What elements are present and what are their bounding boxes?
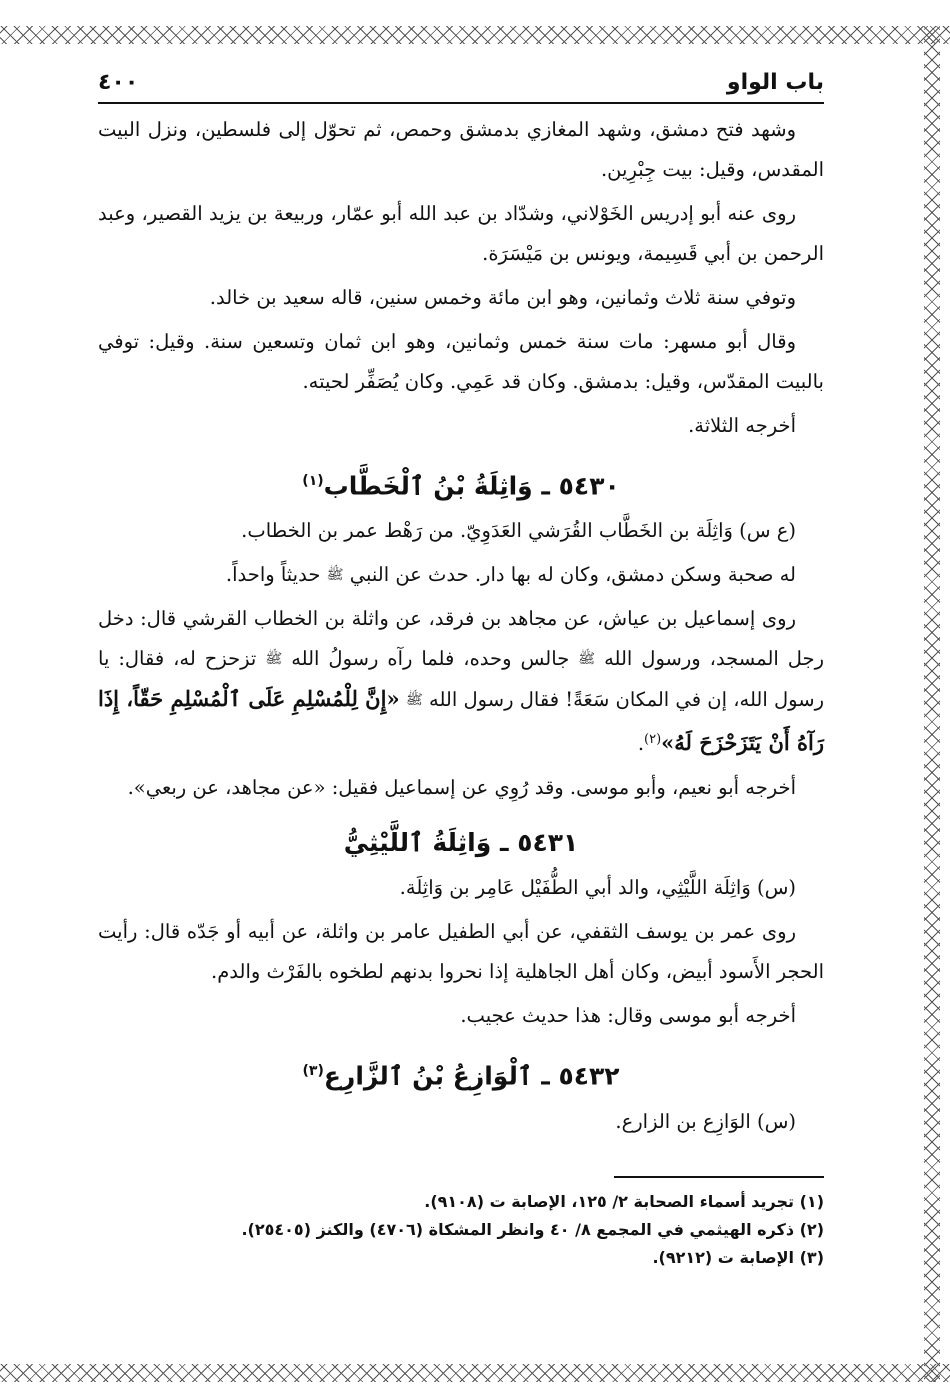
sallam-glyph: ﷺ	[326, 567, 344, 584]
entry-5432-title-text: ٥٤٣٢ ـ ٱلْوَازِعُ بْنُ ٱلزَّارِع	[323, 1061, 620, 1091]
page-number: ٤٠٠	[98, 69, 139, 95]
sallam-glyph: ﷺ	[265, 651, 283, 668]
entry-5431-title-text: ٥٤٣١ ـ وَاثِلَةُ ٱللَّيْثِيُّ	[343, 828, 579, 858]
entry-5430-footnote-mark: (١)	[302, 473, 324, 489]
footnote-3: (٣) الإصابة ت (٩٢١٢).	[652, 1247, 824, 1267]
entry-5431-paragraph-1: (س) وَاثِلَة اللَّيْثِي، والد أبي الطُّفَيْل عَامِر بن وَاثِلَة.	[399, 876, 796, 900]
entry-5430-paragraph-1: (ع س) وَاثِلَة بن الخَطَّاب القُرَشي العَدَوِيّ. من رَهْط عمر بن الخطاب.	[241, 519, 796, 543]
entry-5431-paragraph-2: روى عمر بن يوسف الثقفي، عن أبي الطفيل عامر بن واثلة، عن أبيه أو جَدّه قال: رأيت الحجر الأَسود أبيض، وكان أهل الجاهلية إذا نحروا بدنهم لطخوه بالفَرْث والدم.	[98, 920, 824, 984]
sallam-glyph: ﷺ	[578, 651, 596, 668]
footnote-separator	[614, 1176, 824, 1178]
entry-5430-title	[98, 456, 824, 511]
intro-paragraph-4: وقال أبو مسهر: مات سنة خمس وثمانين، وهو ابن ثمان وتسعين سنة. وقيل: توفي بالبيت المقدّس، وقيل: بدمشق. وكان قد عَمِي. وكان يُصَفِّر لحيته.	[98, 330, 824, 393]
entry-5430-p2-part-b: حديثاً واحداً.	[225, 563, 321, 587]
footnote-2: (٢) ذكره الهيثمي في المجمع ٨/ ٤٠ وانظر المشكاة (٤٧٠٦) والكنز (٢٥٤٠٥).	[241, 1219, 824, 1239]
running-head	[98, 62, 824, 104]
page-content	[98, 62, 824, 1272]
body-text	[98, 110, 824, 1142]
hadith-footnote-mark: (٢)	[644, 732, 662, 748]
entry-5432-title	[98, 1046, 824, 1101]
entry-5430-p3-part-a: روى إسماعيل بن عياش، عن مجاهد بن فرقد، عن واثلة بن الخطاب القرشي قال: دخل رجل المسجد، ورسول الله	[98, 607, 824, 671]
entry-5430-paragraph-3: روى إسماعيل بن عياش، عن مجاهد بن فرقد، عن واثلة بن الخطاب القرشي قال: دخل رجل المسجد، ورسول الله ﷺ جالس وحده، فلما رآه رسولُ الله ﷺ تزحزح له، فقال: يا رسول الله، إن في المكان سَعَةً! فقال رسول الله ﷺ «إِنَّ لِلْمُسْلِمِ عَلَى ٱلْمُسْلِمِ حَقّاً، إِذَا رَآهُ أَنْ يَتَزَحْزَحَ لَهُ»$^{(٢)}$.	[98, 607, 825, 756]
decorative-border-top	[0, 26, 950, 44]
entry-5430-paragraph-4: أخرجه أبو نعيم، وأبو موسى. وقد رُوِي عن إسماعيل فقيل: «عن مجاهد، عن ربعي».	[127, 776, 796, 800]
intro-paragraph-5: أخرجه الثلاثة.	[688, 414, 796, 437]
entry-5430-paragraph-2	[98, 555, 824, 595]
intro-paragraph-2: روى عنه أبو إدريس الخَوْلاني، وشدّاد بن عبد الله أبو عمّار، وربيعة بن يزيد القصير، وعبد الرحمن بن أبي قَسِيمة، ويونس بن مَيْسَرَة.	[98, 202, 824, 265]
decorative-border-bottom	[0, 1364, 950, 1382]
entry-5432-footnote-mark: (٣)	[302, 1063, 324, 1080]
entry-5430-p3-part-b: جالس وحده، فلما رآه رسولُ الله	[291, 647, 570, 671]
chapter-title: باب الواو	[726, 69, 824, 95]
decorative-border-right	[924, 26, 940, 1382]
entry-5431-title	[98, 818, 824, 868]
entry-5430-p3-part-c: تزحزح له، فقال: يا رسول الله، إن في المكان سَعَةً! فقال رسول الله	[98, 647, 825, 712]
entry-5430-p2-part-a: له صحبة وسكن دمشق، وكان له بها دار. حدث عن النبي	[349, 563, 796, 587]
entry-5430-title-text: ٥٤٣٠ ـ وَاثِلَةُ بْنُ ٱلْخَطَّاب	[323, 471, 620, 501]
sallam-glyph: ﷺ	[405, 692, 423, 709]
hadith-text: «إِنَّ لِلْمُسْلِمِ عَلَى ٱلْمُسْلِمِ حَقّاً، إِذَا رَآهُ أَنْ يَتَزَحْزَحَ لَهُ»	[98, 686, 824, 756]
entry-5431-paragraph-3: أخرجه أبو موسى وقال: هذا حديث عجيب.	[460, 1004, 796, 1028]
footnote-1: (١) تجريد أسماء الصحابة ٢/ ١٢٥، الإصابة ت (٩١٠٨).	[424, 1191, 824, 1211]
entry-5432-paragraph-1: (س) الوَازِع بن الزارع.	[615, 1109, 796, 1133]
intro-paragraph-1: وشهد فتح دمشق، وشهد المغازي بدمشق وحمص، ثم تحوّل إلى فلسطين، ونزل البيت المقدس، وقيل: بيت جِبْرِين.	[98, 118, 824, 181]
footnotes	[98, 1188, 824, 1272]
intro-paragraph-3: وتوفي سنة ثلاث وثمانين، وهو ابن مائة وخمس سنين، قاله سعيد بن خالد.	[209, 286, 796, 309]
